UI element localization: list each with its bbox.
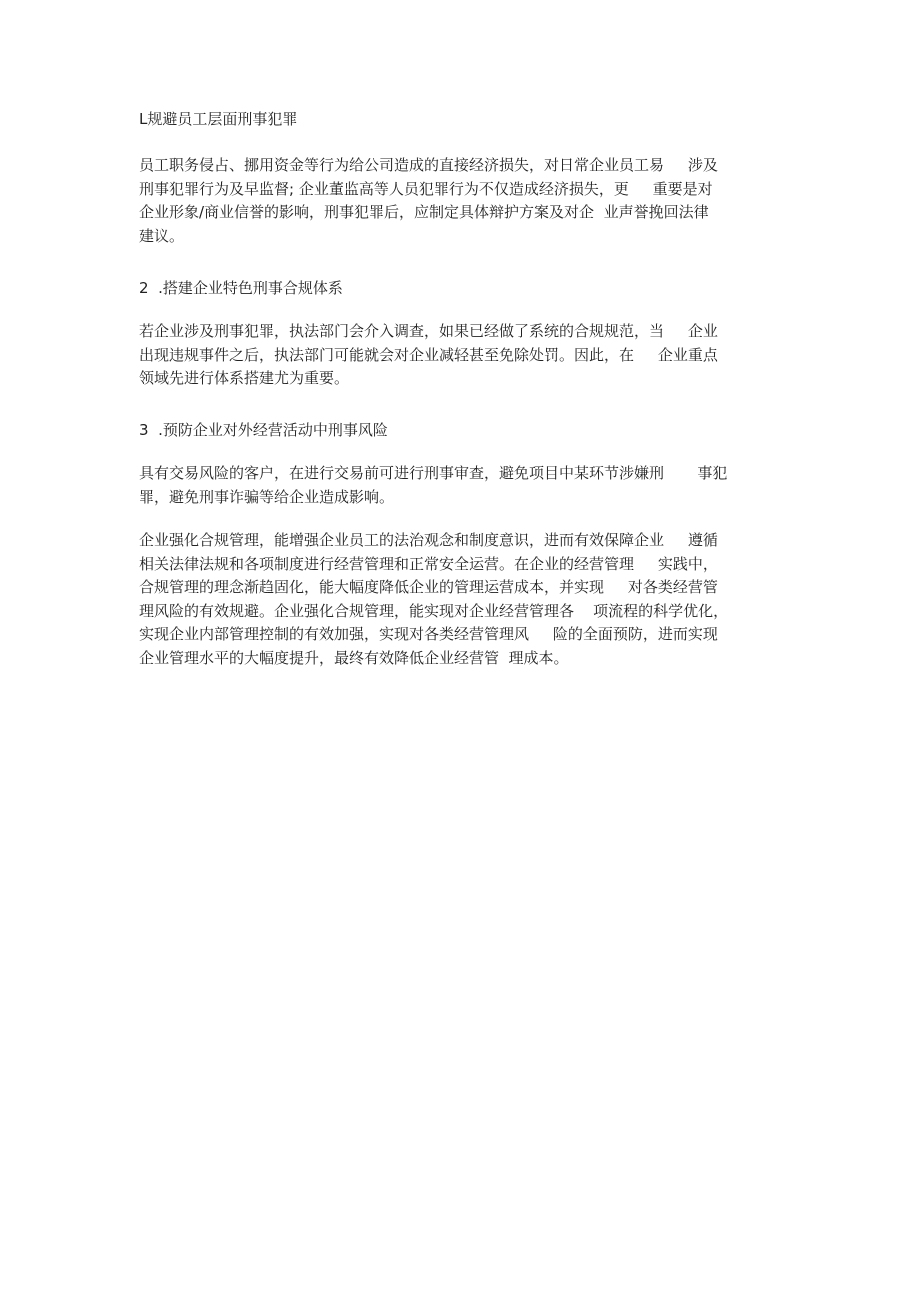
paragraph-line: 若企业涉及刑事犯罪，执法部门会介入调查，如果已经做了系统的合规规范，当 企业 xyxy=(139,322,718,340)
section-heading-3: 3 .预防企业对外经营活动中刑事风险 xyxy=(139,421,388,439)
paragraph-line: 相关法律法规和各项制度进行经营管理和正常安全运营。在企业的经营管理 实践中， xyxy=(139,554,718,573)
paragraph-3 xyxy=(139,462,789,509)
paragraph-line: 具有交易风险的客户，在进行交易前可进行刑事审查，避免项目中某环节涉嫌刑 事犯 xyxy=(139,464,728,482)
paragraph-line: 领域先进行体系搭建尤为重要。 xyxy=(139,369,350,387)
paragraph-4 xyxy=(139,529,789,670)
paragraph-line: 刑事犯罪行为及早监督; 企业董监高等人员犯罪行为不仅造成经济损失，更 重要是对 xyxy=(139,179,713,198)
section-heading-1: L规避员工层面刑事犯罪 xyxy=(139,110,298,128)
paragraph-line: 实现企业内部管理控制的有效加强，实现对各类经营管理风 险的全面预防，进而实现 xyxy=(139,625,718,643)
paragraph-line: 建议。 xyxy=(139,226,185,245)
paragraph-line: 员工职务侵占、挪用资金等行为给公司造成的直接经济损失，对日常企业员工易 涉及 xyxy=(139,156,718,174)
paragraph-line: 理风险的有效规避。企业强化合规管理，能实现对企业经营管理各 项流程的科学优化， xyxy=(139,601,729,620)
paragraph-2 xyxy=(139,320,789,391)
paragraph-line: 出现违规事件之后，执法部门可能就会对企业减轻甚至免除处罚。因此，在 企业重点 xyxy=(139,345,718,364)
paragraph-line: 企业管理水平的大幅度提升，最终有效降低企业经营管 理成本。 xyxy=(139,648,569,667)
paragraph-line: 罪，避免刑事诈骗等给企业造成影响。 xyxy=(139,487,395,506)
section-heading-2: 2 .搭建企业特色刑事合规体系 xyxy=(139,279,343,297)
paragraph-line: 合规管理的理念渐趋固化，能大幅度降低企业的管理运营成本，并实现 对各类经营管 xyxy=(139,578,718,596)
paragraph-line: 企业形象/商业信誉的影响，刑事犯罪后，应制定具体辩护方案及对企 业声誉挽回法律 xyxy=(139,203,709,221)
paragraph-1 xyxy=(139,154,789,248)
paragraph-line: 企业强化合规管理，能增强企业员工的法治观念和制度意识，进而有效保障企业 遵循 xyxy=(139,531,718,549)
